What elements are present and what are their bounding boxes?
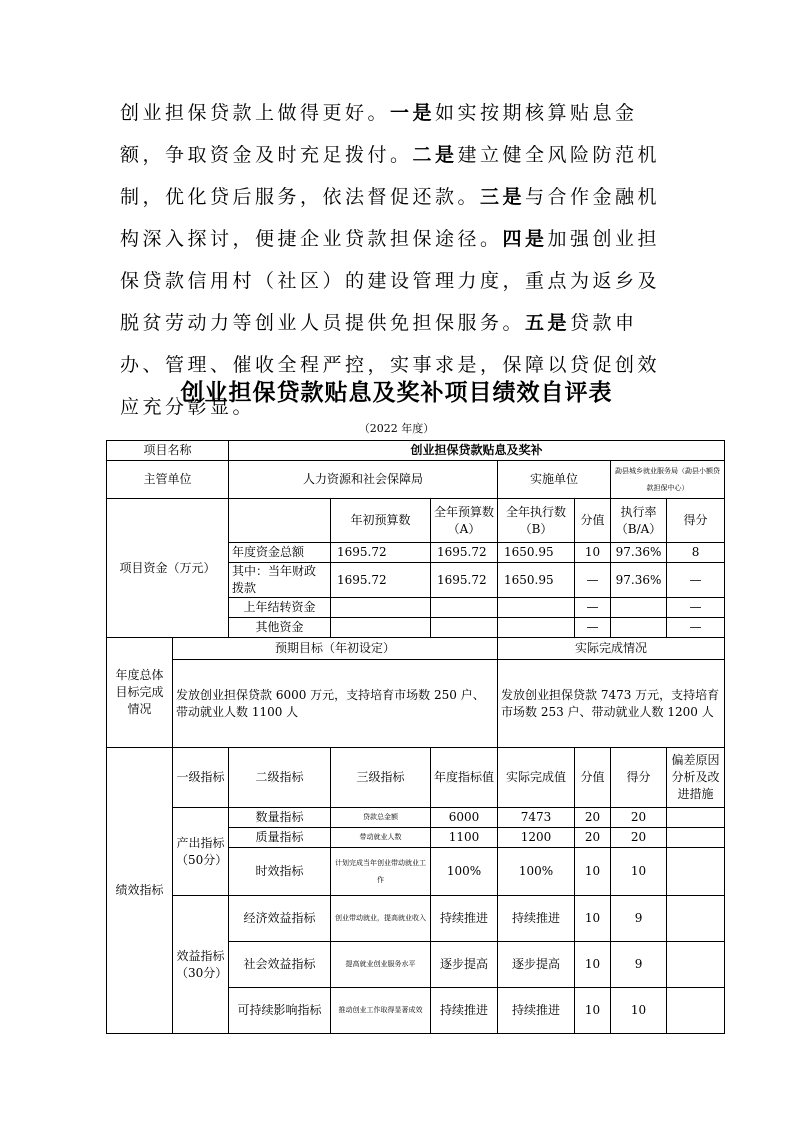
indicator-header: 偏差原因分析及改进措施 (667, 748, 725, 808)
paragraph-text-6: 贷款申办、管理、催收全程严控，实事求是，保障以贷促创效应充分彰显。 (120, 312, 661, 418)
fund-row-name: 其中：当年财政拨款 (229, 563, 331, 598)
year-label: （2022 年度） (358, 422, 435, 435)
indicator-header: 分值 (575, 748, 611, 808)
indicator-l2: 时效指标 (229, 848, 331, 896)
funds-header: 全年预算数（A） (431, 499, 498, 543)
indicator-l3: 带动就业人数 (331, 828, 431, 848)
fund-cell: 10 (575, 543, 611, 563)
indicator-score-val: 10 (575, 988, 611, 1034)
fund-cell: — (575, 598, 611, 618)
fund-cell: 1695.72 (431, 563, 498, 598)
indicator-l2: 社会效益指标 (229, 942, 331, 988)
table-row (107, 808, 725, 828)
fund-row-name: 上年结转资金 (229, 598, 331, 618)
indicator-score: 20 (611, 828, 667, 848)
indicator-reason (667, 988, 725, 1034)
indicator-l2: 可持续影响指标 (229, 988, 331, 1034)
fund-cell: 97.36% (611, 563, 667, 598)
funds-header: 全年执行数（B） (498, 499, 575, 543)
indicator-l3: 计划完成当年创业带动就业工作 (331, 848, 431, 896)
indicator-score-val: 20 (575, 808, 611, 828)
indicator-l2: 质量指标 (229, 828, 331, 848)
table-row (107, 896, 725, 942)
indicator-target: 100% (431, 848, 498, 896)
funds-header: 得分 (667, 499, 725, 543)
fund-cell (431, 618, 498, 638)
indicator-score-val: 20 (575, 828, 611, 848)
indicator-target: 持续推进 (431, 988, 498, 1034)
indicator-reason (667, 828, 725, 848)
keyword-2: 二是 (412, 144, 458, 166)
indicator-target: 1100 (431, 828, 498, 848)
indicator-reason (667, 848, 725, 896)
fund-row-name: 其他资金 (229, 618, 331, 638)
keyword-1: 一是 (390, 102, 436, 124)
fund-cell (498, 618, 575, 638)
fund-cell: — (575, 563, 611, 598)
indicator-l3: 推动创业工作取得显著成效 (331, 988, 431, 1034)
project-name-label: 项目名称 (107, 441, 229, 461)
fund-cell: — (667, 618, 725, 638)
indicator-l3: 创业带动就业，提高就业收入 (331, 896, 431, 942)
fund-cell: 1695.72 (431, 543, 498, 563)
funds-header: 年初预算数 (331, 499, 431, 543)
fund-cell: 97.36% (611, 543, 667, 563)
indicator-header: 年度指标值 (431, 748, 498, 808)
indicator-score: 9 (611, 896, 667, 942)
paragraph-text-2: 如实按期核算贴息金额，争取资金及时充足拨付。 (120, 102, 638, 166)
paragraph-text-4: 与合作金融机构深入探讨，便捷企业贷款担保途径。 (120, 186, 661, 250)
keyword-5: 五是 (525, 312, 571, 334)
paragraph-text-1: 创业担保贷款上做得更好。 (120, 102, 391, 124)
funds-header-blank (229, 499, 331, 543)
indicator-header: 得分 (611, 748, 667, 808)
indicator-actual: 100% (498, 848, 575, 896)
indicator-header: 三级指标 (331, 748, 431, 808)
table-title: 创业担保贷款贴息及奖补项目绩效自评表 (180, 380, 613, 406)
fund-row-name: 年度资金总额 (229, 543, 331, 563)
funds-header: 执行率（B/A） (611, 499, 667, 543)
fund-cell (498, 598, 575, 618)
keyword-4: 四是 (502, 228, 548, 250)
table-row (107, 441, 725, 461)
fund-cell: — (575, 618, 611, 638)
fund-cell: 8 (667, 543, 725, 563)
paragraph-text-3: 建立健全风险防范机制，优化贷后服务，依法督促还款。 (120, 144, 661, 208)
fund-cell (611, 618, 667, 638)
indicator-actual: 持续推进 (498, 896, 575, 942)
indicator-actual: 逐步提高 (498, 942, 575, 988)
table-row (107, 660, 725, 748)
actual-header: 实际完成情况 (498, 638, 725, 660)
fund-cell (331, 598, 431, 618)
indicator-actual: 1200 (498, 828, 575, 848)
indicator-group-benefit: 效益指标（30分） (173, 896, 229, 1034)
fund-cell: — (667, 563, 725, 598)
indicator-score: 9 (611, 942, 667, 988)
indicator-target: 6000 (431, 808, 498, 828)
impl-label: 实施单位 (498, 461, 611, 499)
fund-cell (431, 598, 498, 618)
dept-label: 主管单位 (107, 461, 229, 499)
indicator-group-output: 产出指标（50分） (173, 808, 229, 896)
indicator-score: 10 (611, 848, 667, 896)
indicator-l3: 贷款总金额 (331, 808, 431, 828)
indicator-reason (667, 808, 725, 828)
indicator-score: 10 (611, 988, 667, 1034)
indicator-score: 20 (611, 808, 667, 828)
indicator-reason (667, 942, 725, 988)
fund-cell: — (667, 598, 725, 618)
indicator-score-val: 10 (575, 942, 611, 988)
indicator-score-val: 10 (575, 896, 611, 942)
table-row (107, 638, 725, 660)
indicator-header: 二级指标 (229, 748, 331, 808)
funds-header: 分值 (575, 499, 611, 543)
indicator-target: 逐步提高 (431, 942, 498, 988)
fund-cell (331, 618, 431, 638)
expected-text: 发放创业担保贷款 6000 万元，支持培育市场数 250 户、带动就业人数 1100 人 (173, 660, 498, 748)
keyword-3: 三是 (480, 186, 526, 208)
indicator-l2: 数量指标 (229, 808, 331, 828)
table-row (107, 748, 725, 808)
indicator-actual: 7473 (498, 808, 575, 828)
indicator-header: 一级指标 (173, 748, 229, 808)
indicator-target: 持续推进 (431, 896, 498, 942)
expected-header: 预期目标（年初设定） (173, 638, 498, 660)
impl-value: 勐县城乡就业服务局（勐县小额贷款担保中心） (611, 461, 725, 499)
dept-value: 人力资源和社会保障局 (229, 461, 498, 499)
fund-cell: 1695.72 (331, 543, 431, 563)
fund-cell: 1650.95 (498, 563, 575, 598)
indicator-l3: 提高就业创业服务水平 (331, 942, 431, 988)
actual-text: 发放创业担保贷款 7473 万元，支持培育市场数 253 户、带动就业人数 1200 人 (498, 660, 725, 748)
performance-table (106, 440, 725, 1034)
indicator-reason (667, 896, 725, 942)
indicators-label: 绩效指标 (107, 748, 173, 1034)
table-row (107, 461, 725, 499)
fund-cell: 1695.72 (331, 563, 431, 598)
indicator-score-val: 10 (575, 848, 611, 896)
indicator-l2: 经济效益指标 (229, 896, 331, 942)
goals-label: 年度总体目标完成情况 (107, 638, 173, 748)
fund-cell: 1650.95 (498, 543, 575, 563)
indicator-header: 实际完成值 (498, 748, 575, 808)
project-name-value: 创业担保贷款贴息及奖补 (229, 441, 725, 461)
fund-cell (611, 598, 667, 618)
funds-label: 项目资金（万元） (107, 499, 229, 638)
paragraph-text-5: 加强创业担保贷款信用村（社区）的建设管理力度，重点为返乡及脱贫劳动力等创业人员提供免担保服务。 (120, 228, 661, 334)
indicator-actual: 持续推进 (498, 988, 575, 1034)
table-row (107, 499, 725, 543)
